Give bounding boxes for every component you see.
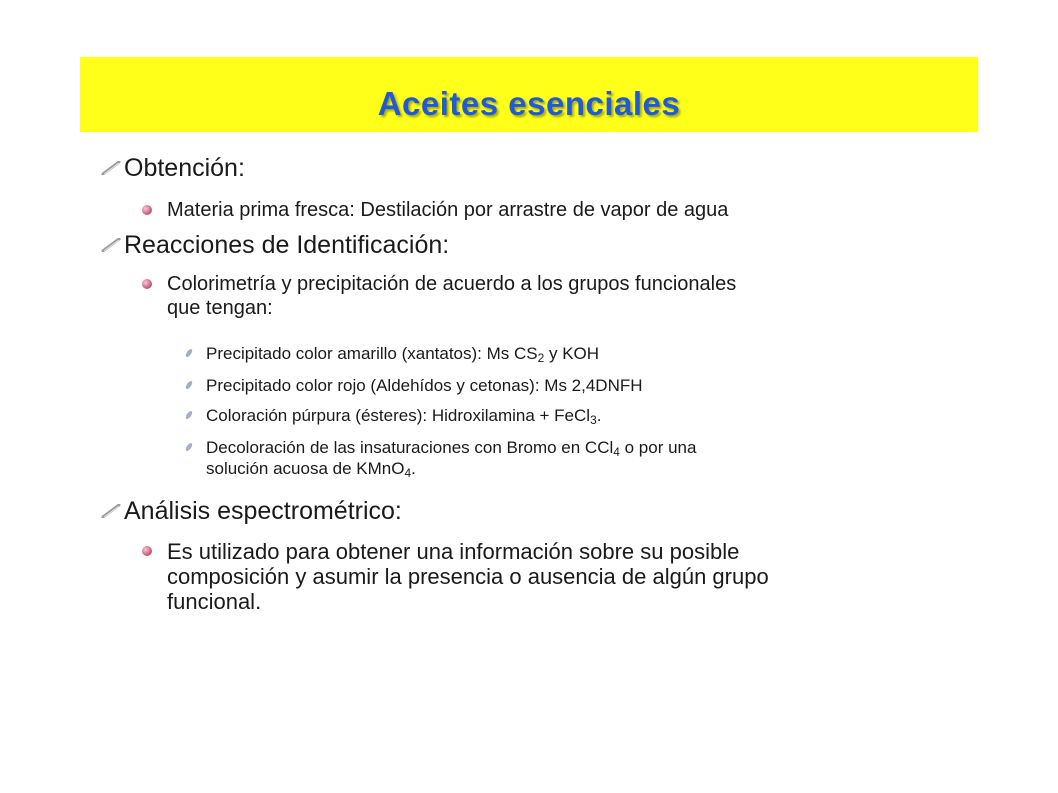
leaf-bullet-icon [183, 441, 195, 453]
list-item [140, 539, 769, 614]
sub-item-line [206, 458, 696, 479]
item-line: composición y asumir la presencia o ausencia de algún grupo [167, 564, 769, 589]
leaf-bullet-icon [183, 409, 195, 421]
subscript: 2 [537, 350, 545, 365]
sub-item-part: Precipitado color amarillo (xantatos): Ms CS [206, 344, 538, 363]
sub-item-text-block [206, 437, 696, 479]
item-text-block [167, 539, 769, 614]
sub-item-part: Coloración púrpura (ésteres): Hidroxilamina + FeCl [206, 406, 591, 425]
sub-item-part: o por una [619, 438, 697, 457]
sub-list-item [183, 343, 599, 364]
heading-analisis [100, 497, 402, 525]
slash-bullet-icon [100, 504, 122, 518]
leaf-bullet-icon [183, 347, 195, 359]
heading-reacciones [100, 231, 449, 259]
subscript: 4 [613, 444, 620, 459]
ball-bullet-icon [140, 544, 154, 558]
list-item [140, 198, 728, 222]
slash-bullet-icon [100, 238, 122, 252]
heading-text: Reacciones de Identificación: [124, 231, 450, 259]
ball-bullet-icon [140, 203, 154, 217]
ball-bullet-icon [140, 277, 154, 291]
item-text-block [167, 272, 736, 320]
heading-text: Análisis espectrométrico: [124, 497, 402, 525]
item-text: Materia prima fresca: Destilación por arrastre de vapor de agua [167, 199, 729, 221]
sub-item-part: . [411, 459, 416, 478]
sub-list-item [183, 437, 696, 479]
sub-item-text [206, 343, 599, 364]
item-line: Es utilizado para obtener una información sobre su posible [167, 539, 740, 564]
sub-list-item [183, 375, 643, 396]
leaf-bullet-icon [183, 379, 195, 391]
sub-item-text: Precipitado color rojo (Aldehídos y cetonas): Ms 2,4DNFH [206, 376, 643, 395]
sub-list-item [183, 405, 601, 426]
item-line: Colorimetría y precipitación de acuerdo a los grupos funcionales [167, 273, 737, 295]
subscript: 4 [404, 465, 412, 480]
sub-item-part: y KOH [544, 344, 600, 363]
sub-item-part: Decoloración de las insaturaciones con Bromo en CCl [206, 438, 614, 457]
slide-title: Aceites esenciales [377, 84, 681, 122]
item-line: que tengan: [167, 297, 273, 319]
sub-item-line [206, 437, 696, 458]
subscript: 3 [590, 412, 597, 427]
heading-obtencion [100, 154, 245, 182]
sub-item-text [206, 405, 601, 426]
list-item [140, 272, 736, 320]
sub-item-part: solución acuosa de KMnO [206, 459, 405, 478]
heading-text: Obtención: [124, 154, 245, 182]
item-line: funcional. [167, 589, 262, 614]
sub-item-part: . [596, 406, 602, 425]
slash-bullet-icon [100, 161, 122, 175]
